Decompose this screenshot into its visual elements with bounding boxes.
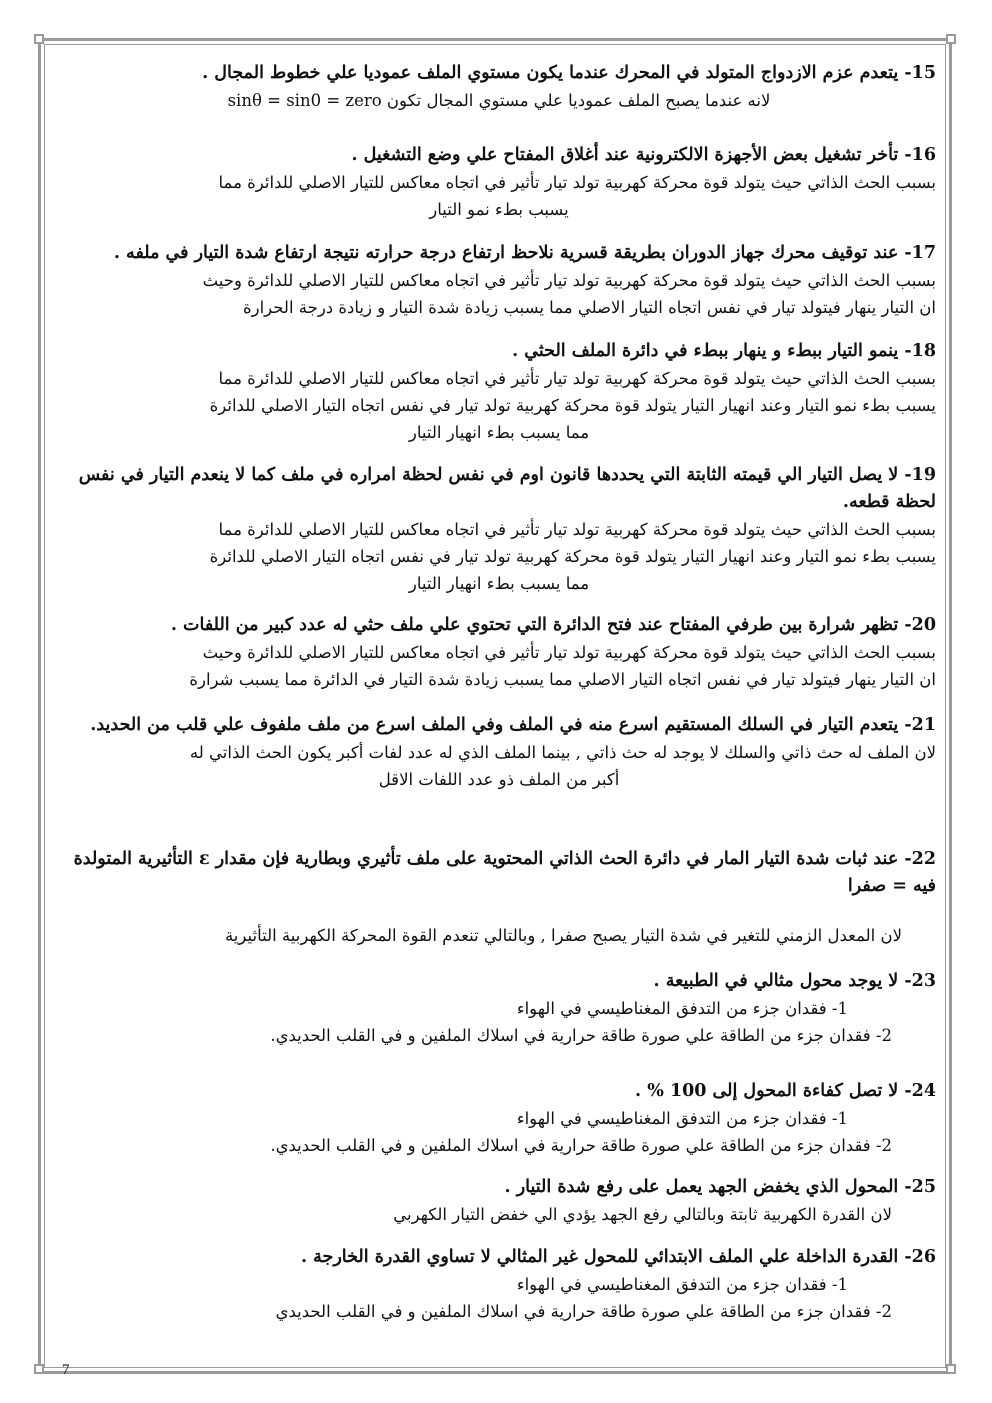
answer-line: بسبب الحث الذاتي حيث يتولد قوة محركة كهربية تولد تيار تأثير في اتجاه معاكس للتيار الاصلي للدائرة وحيث — [202, 643, 936, 662]
answer-line: لانه عندما يصبح الملف عموديا علي مستوي المجال تكون sinθ = sin0 = zero — [227, 91, 771, 110]
answer-line: 2- فقدان جزء من الطاقة علي صورة طاقة حرارية في اسلاك الملفين و في القلب الحديدي — [275, 1302, 892, 1321]
question-heading: 16- تأخر تشغيل بعض الأجهزة الالكترونية عند أغلاق المفتاح علي وضع التشغيل . — [351, 145, 936, 165]
answer-line: 1- فقدان جزء من التدفق المغناطيسي في الهواء — [516, 1109, 848, 1128]
question-heading: 17- عند توقيف محرك جهاز الدوران بطريقة قسرية نلاحظ ارتفاع درجة حرارته نتيجة ارتفاع شدة التيار في ملفه . — [113, 243, 936, 263]
answer-line: لان الملف له حث ذاتي والسلك لا يوجد له حث ذاتي , بينما الملف الذي له عدد لفات أكبر يكون الحث الذاتي له — [189, 743, 936, 762]
question-item-25 — [62, 1174, 936, 1228]
question-item-15 — [62, 60, 936, 114]
answer-line: بسبب الحث الذاتي حيث يتولد قوة محركة كهربية تولد تيار تأثير في اتجاه معاكس للتيار الاصلي للدائرة مما — [218, 369, 936, 388]
answer-line: بسبب الحث الذاتي حيث يتولد قوة محركة كهربية تولد تيار تأثير في اتجاه معاكس للتيار الاصلي للدائرة وحيث — [202, 271, 936, 290]
border-corner-ornament — [946, 1364, 956, 1374]
answer-line: يسبب بطء نمو التيار وعند انهيار التيار يتولد قوة محركة كهربية تولد تيار في نفس اتجاه التيار الاصلي للدائرة — [209, 396, 936, 415]
question-item-19 — [62, 462, 936, 597]
question-heading: 22- عند ثبات شدة التيار المار في دائرة الحث الذاتي المحتوية على ملف تأثيري وبطارية فإن مقدار ε التأثيرية المتولدة فيه = صفرا — [73, 849, 936, 896]
question-heading: 19- لا يصل التيار الي قيمته الثابتة التي يحددها قانون اوم في نفس لحظة امراره في ملف كما لا ينعدم التيار في نفس لحظة قطعه. — [78, 465, 936, 512]
question-heading: 23- لا يوجد محول مثالي في الطبيعة . — [653, 971, 936, 991]
answer-line: يسبب بطء نمو التيار — [429, 200, 569, 219]
answer-line: أكبر من الملف ذو عدد اللفات الاقل — [378, 770, 620, 789]
answer-line: مما يسبب بطء انهيار التيار — [408, 574, 590, 593]
question-item-18 — [62, 338, 936, 446]
answer-line: ان التيار ينهار فيتولد تيار في نفس اتجاه التيار الاصلي مما يسبب زيادة شدة التيار و زيادة درجة الحرارة — [242, 298, 936, 317]
answer-line: لان المعدل الزمني للتغير في شدة التيار يصبح صفرا , وبالتالي تنعدم القوة المحركة الكهربية التأثيرية — [224, 926, 902, 945]
answer-line: 1- فقدان جزء من التدفق المغناطيسي في الهواء — [516, 1275, 848, 1294]
question-item-23 — [62, 968, 936, 1049]
answer-line: بسبب الحث الذاتي حيث يتولد قوة محركة كهربية تولد تيار تأثير في اتجاه معاكس للتيار الاصلي للدائرة مما — [218, 173, 936, 192]
answer-line: لان القدرة الكهربية ثابتة وبالتالي رفع الجهد يؤدي الي خفض التيار الكهربي — [393, 1205, 892, 1224]
answer-line: 2- فقدان جزء من الطاقة علي صورة طاقة حرارية في اسلاك الملفين و في القلب الحديدي. — [270, 1026, 892, 1045]
question-item-24 — [62, 1078, 936, 1159]
border-corner-ornament — [34, 1364, 44, 1374]
question-heading: 26- القدرة الداخلة علي الملف الابتدائي للمحول غير المثالي لا تساوي القدرة الخارجة . — [300, 1247, 936, 1267]
document-body — [62, 56, 936, 1346]
question-heading: 21- يتعدم التيار في السلك المستقيم اسرع منه في الملف وفي الملف اسرع من ملف ملفوف علي قلب من الحديد. — [90, 715, 936, 735]
answer-line: مما يسبب بطء انهيار التيار — [408, 423, 590, 442]
answer-line: 1- فقدان جزء من التدفق المغناطيسي في الهواء — [516, 999, 848, 1018]
question-item-22 — [62, 846, 936, 949]
answer-line: ان التيار ينهار فيتولد تيار في نفس اتجاه التيار الاصلي مما يسبب زيادة شدة التيار في الدائرة مما يسبب شرارة — [189, 670, 936, 689]
border-corner-ornament — [946, 34, 956, 44]
question-item-21 — [62, 712, 936, 793]
question-heading: 15- يتعدم عزم الازدواج المتولد في المحرك عندما يكون مستوي الملف عموديا علي خطوط المجال . — [202, 63, 936, 83]
page-number: 7 — [62, 1362, 70, 1378]
border-corner-ornament — [34, 34, 44, 44]
question-item-20 — [62, 612, 936, 693]
question-heading: 20- تظهر شرارة بين طرفي المفتاح عند فتح الدائرة التي تحتوي علي ملف حثي له عدد كبير من اللفات . — [170, 615, 936, 635]
question-item-26 — [62, 1244, 936, 1325]
answer-line: بسبب الحث الذاتي حيث يتولد قوة محركة كهربية تولد تيار تأثير في اتجاه معاكس للتيار الاصلي للدائرة مما — [218, 520, 936, 539]
answer-line: يسبب بطء نمو التيار وعند انهيار التيار يتولد قوة محركة كهربية تولد تيار في نفس اتجاه التيار الاصلي للدائرة — [209, 547, 936, 566]
answer-line: 2- فقدان جزء من الطاقة علي صورة طاقة حرارية في اسلاك الملفين و في القلب الحديدي. — [270, 1136, 892, 1155]
question-heading: 18- ينمو التيار ببطء و ينهار ببطء في دائرة الملف الحثي . — [512, 341, 936, 361]
question-item-17 — [62, 240, 936, 321]
question-heading: 25- المحول الذي يخفض الجهد يعمل على رفع شدة التيار . — [504, 1177, 936, 1197]
question-heading: 24- لا تصل كفاءة المحول إلى 100 % . — [635, 1081, 936, 1101]
question-item-16 — [62, 142, 936, 223]
